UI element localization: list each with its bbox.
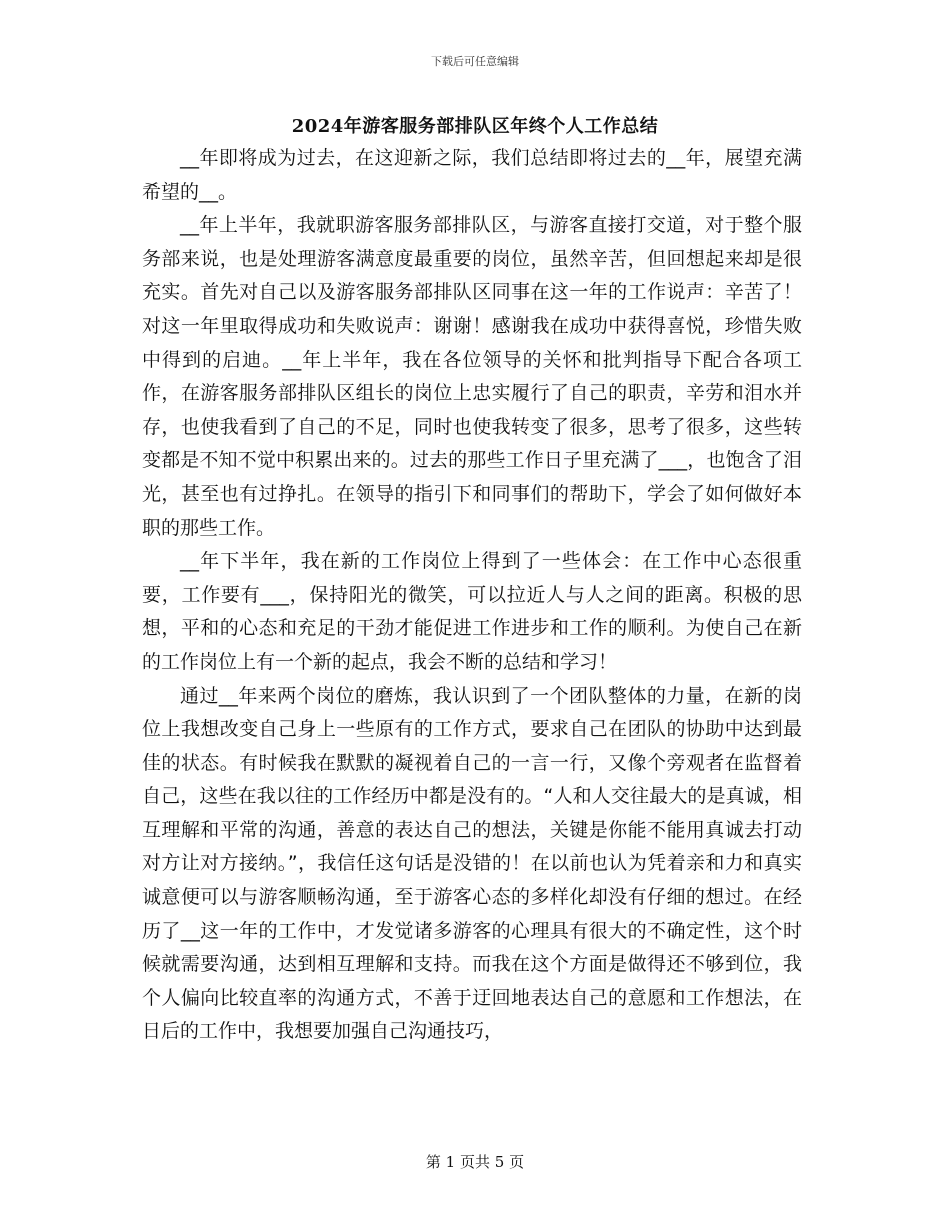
document-title: 2024年游客服务部排队区年终个人工作总结 [291,116,659,137]
document-body [142,142,802,1049]
paragraph: __年即将成为过去，在这迎新之际，我们总结即将过去的__年，展望充满希望的__。 [142,147,802,203]
page-number: 第 1 页共 5 页 [425,1153,525,1171]
paragraph: __年下半年，我在新的工作岗位上得到了一些体会：在工作中心态很重要，工作要有___，保持阳光的微笑，可以拉近人与人之间的距离。积极的思想，平和的心态和充足的干劲才能促进工作进步和工作的顺利。为使自己在新的工作岗位上有一个新的起点，我会不断的总结和学习！ [142,550,802,673]
header-note: 下载后可任意编辑 [431,55,519,68]
paragraph: 通过__年来两个岗位的磨炼，我认识到了一个团队整体的力量，在新的岗位上我想改变自己身上一些原有的工作方式，要求自己在团队的协助中达到最佳的状态。有时候我在默默的凝视着自己的一言一行，又像个旁观者在监督着自己，这些在我以往的工作经历中都是没有的。“人和人交往最大的是真诚，相互理解和平常的沟通，善意的表达自己的想法，关键是你能不能用真诚去打动对方让对方接纳。”，我信任这句话是没错的！在以前也认为凭着亲和力和真实诚意便可以与游客顺畅沟通，至于游客心态的多样化却没有仔细的想过。在经历了__这一年的工作中，才发觉诸多游客的心理具有很大的不确定性，这个时候就需要沟通，达到相互理解和支持。而我在这个方面是做得还不够到位，我个人偏向比较直率的沟通方式，不善于迂回地表达自己的意愿和工作想法，在日后的工作中，我想要加强自己沟通技巧， [142,684,802,1043]
paragraph: __年上半年，我就职游客服务部排队区，与游客直接打交道，对于整个服务部来说，也是处理游客满意度最重要的岗位，虽然辛苦，但回想起来却是很充实。首先对自己以及游客服务部排队区同事在这一年的工作说声：辛苦了！对这一年里取得成功和失败说声：谢谢！感谢我在成功中获得喜悦，珍惜失败中得到的启迪。__年上半年，我在各位领导的关怀和批判指导下配合各项工作，在游客服务部排队区组长的岗位上忠实履行了自己的职责，辛劳和泪水并存，也使我看到了自己的不足，同时也使我转变了很多，思考了很多，这些转变都是不知不觉中积累出来的。过去的那些工作日子里充满了___，也饱含了泪光，甚至也有过挣扎。在领导的指引下和同事们的帮助下，学会了如何做好本职的那些工作。 [142,214,802,539]
